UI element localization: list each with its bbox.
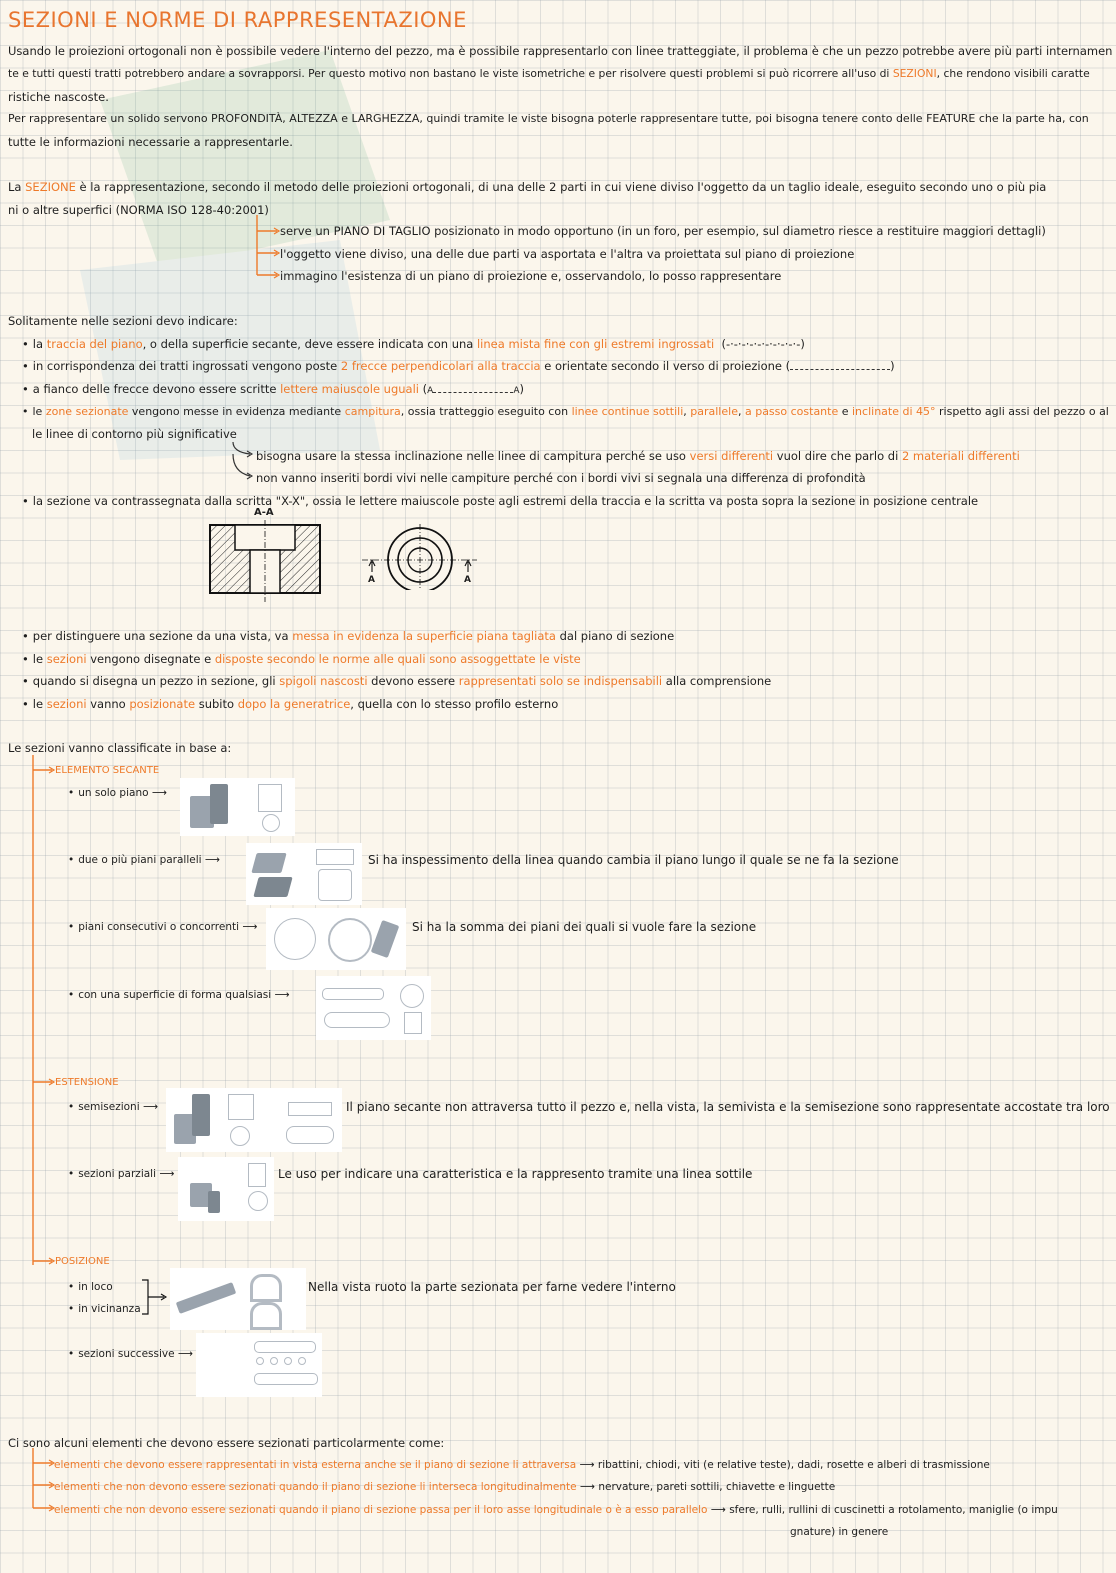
indicate-bullet-3: • a fianco delle frecce devono essere scritte lettere maiuscole uguali (A A): [22, 378, 524, 403]
cat2-item-2-note: Le uso per indicare una caratteristica e la rappresento tramite una linea sottile: [278, 1167, 753, 1181]
figure-label: A-A: [254, 507, 274, 518]
definition-branch-3: immagino l'esistenza di un piano di proiezione e, osservandolo, lo posso rappresentare: [280, 269, 782, 283]
cat3-item-3-image: [196, 1333, 322, 1397]
category-elemento-secante: ELEMENTO SECANTE: [55, 765, 160, 776]
special-item-1: elementi che devono essere rappresentati in vista esterna anche se il piano di sezione li attraversa ⟶ ribattini, chiodi, viti (e relative teste), dadi, rosette e alberi di trasmissione: [54, 1459, 990, 1471]
cat3-item-1-image: [170, 1268, 306, 1330]
cat1-item-4-image: [316, 976, 431, 1040]
special-item-2: elementi che non devono essere sezionati quando il piano di sezione li interseca longitudinalmente ⟶ nervature, pareti sottili, chiavette e linguette: [54, 1481, 836, 1493]
cat1-item-3-image: [266, 908, 406, 970]
intro-line-1: Usando le proiezioni ortogonali non è possibile vedere l'interno del pezzo, ma è possibile rappresentarlo con linee tratteggiate, il problema è che un pezzo potrebbe avere più parti internamen: [8, 44, 1113, 58]
cat2-item-1-note: Il piano secante non attraversa tutto il pezzo e, nella vista, la semivista e la semisezione sono rappresentate accostate tra loro: [346, 1100, 1110, 1114]
cat1-item-2-note: Si ha inspessimento della linea quando cambia il piano lungo il quale se ne fa la sezione: [368, 853, 899, 867]
intro-p2-line-1: Per rappresentare un solido servono PROFONDITÀ, ALTEZZA e LARGHEZZA, quindi tramite le viste bisogna poterle rappresentare tutte, poi bisogna tenere conto delle FEATURE che la parte ha, con: [8, 112, 1089, 125]
page-title: SEZIONI E NORME DI RAPPRESENTAZIONE: [8, 8, 467, 32]
cat1-item-3-note: Si ha la somma dei piani dei quali si vuole fare la sezione: [412, 920, 757, 934]
indicate-bullet-2: • in corrispondenza dei tratti ingrossati vengono poste 2 frecce perpendicolari alla traccia e orientate secondo il verso di proiezione ( ): [22, 355, 895, 378]
cat3-bracket: [140, 1278, 170, 1318]
cat2-item-2-image: [178, 1157, 274, 1221]
section-drawing: [205, 520, 325, 605]
cat1-item-1: • un solo piano ⟶: [68, 782, 167, 805]
cat2-item-2: • sezioni parziali ⟶: [68, 1163, 174, 1186]
indicate-bullet-4-line-2: le linee di contorno più significative: [32, 427, 237, 441]
definition-line-1: La SEZIONE è la rappresentazione, secondo il metodo delle proiezioni ortogonali, di una delle 2 parti in cui viene diviso l'oggetto da un taglio ideale, eseguito secondo uno o più pia: [8, 180, 1047, 194]
indicate-bullet-1: • la traccia del piano, o della superficie secante, deve essere indicata con una linea mista fine con gli estremi ingrossati (-·-·-·-·-·-·-·-·-·-): [22, 333, 805, 356]
indicate-bullet-4: • le zone sezionate vengono messe in evidenza mediante campitura, ossia tratteggio eseguito con linee continue sottili, parallele, a passo costante e inclinate di 45° rispetto agli assi del pezzo o al: [22, 401, 1109, 424]
cat1-item-2: • due o più piani paralleli ⟶: [68, 849, 220, 872]
cat3-item-3: • sezioni successive ⟶: [68, 1343, 193, 1366]
intro-line-3: ristiche nascoste.: [8, 90, 109, 104]
intro-p2-line-2: tutte le informazioni necessarie a rappresentarle.: [8, 135, 293, 149]
rule-1: • per distinguere una sezione da una vista, va messa in evidenza la superficie piana tagliata dal piano di sezione: [22, 625, 674, 648]
classification-intro: Le sezioni vanno classificate in base a:: [8, 741, 232, 755]
definition-branch-2: l'oggetto viene diviso, una delle due parti va asportata e l'altra va proiettata sul piano di proiezione: [280, 247, 855, 261]
cat3-item-2: • in vicinanza: [68, 1298, 141, 1321]
cat1-item-4: • con una superficie di forma qualsiasi ⟶: [68, 984, 290, 1007]
cat1-item-2-image: [246, 843, 362, 905]
cat2-item-1: • semisezioni ⟶: [68, 1096, 158, 1119]
front-view-drawing: [362, 520, 477, 590]
special-item-3-line-2: gnature) in genere: [790, 1526, 889, 1538]
indicate-bullet-5: • la sezione va contrassegnata dalla scritta "X-X", ossia le lettere maiuscole poste agli estremi della traccia e la scritta va posta sopra la sezione in posizione centrale: [22, 490, 978, 513]
figure-arrow-label-left: A: [368, 575, 375, 585]
rule-3: • quando si disegna un pezzo in sezione, gli spigoli nascosti devono essere rappresentati solo se indispensabili alla comprensione: [22, 670, 771, 693]
cat2-item-1-image: [166, 1088, 342, 1152]
definition-branch-1: serve un PIANO DI TAGLIO posizionato in modo opportuno (in un foro, per esempio, sul diametro riesce a restituire maggiori dettagli): [280, 224, 1046, 238]
special-item-3: elementi che non devono essere sezionati quando il piano di sezione passa per il loro asse longitudinale o è a esso parallelo ⟶ sfere, rulli, rullini di cuscinetti a rotolamento, maniglie (o impu: [54, 1504, 1058, 1516]
definition-line-2: ni o altre superfici (NORMA ISO 128-40:2001): [8, 203, 269, 217]
indicate-intro: Solitamente nelle sezioni devo indicare:: [8, 314, 238, 328]
indicate-sub-1: bisogna usare la stessa inclinazione nelle linee di campitura perché se uso versi differenti vuol dire che parlo di 2 materiali differenti: [256, 449, 1020, 463]
category-posizione: POSIZIONE: [55, 1256, 110, 1267]
category-estensione: ESTENSIONE: [55, 1077, 119, 1088]
classification-tree-lines: [30, 755, 60, 1275]
intro-line-2: te e tutti questi tratti potrebbero andare a sovrapporsi. Per questo motivo non bastano le viste isometriche e per risolvere questi problemi si può ricorrere all'uso di SEZIONI, che rendono visibili caratte: [8, 67, 1090, 80]
figure-arrow-label-right: A: [464, 575, 471, 585]
cat1-item-3: • piani consecutivi o concorrenti ⟶: [68, 916, 257, 939]
rule-2: • le sezioni vengono disegnate e disposte secondo le norme alle quali sono assoggettate le viste: [22, 648, 581, 671]
indicate-sub-2: non vanno inseriti bordi vivi nelle campiture perché con i bordi vivi si segnala una differenza di profondità: [256, 471, 866, 485]
cat3-note: Nella vista ruoto la parte sezionata per farne vedere l'interno: [308, 1280, 676, 1294]
rule-4: • le sezioni vanno posizionate subito dopo la generatrice, quella con lo stesso profilo esterno: [22, 693, 558, 716]
cat3-item-1: • in loco: [68, 1276, 113, 1299]
cat1-item-1-image: [180, 778, 295, 836]
special-intro: Ci sono alcuni elementi che devono essere sezionati particolarmente come:: [8, 1436, 445, 1450]
